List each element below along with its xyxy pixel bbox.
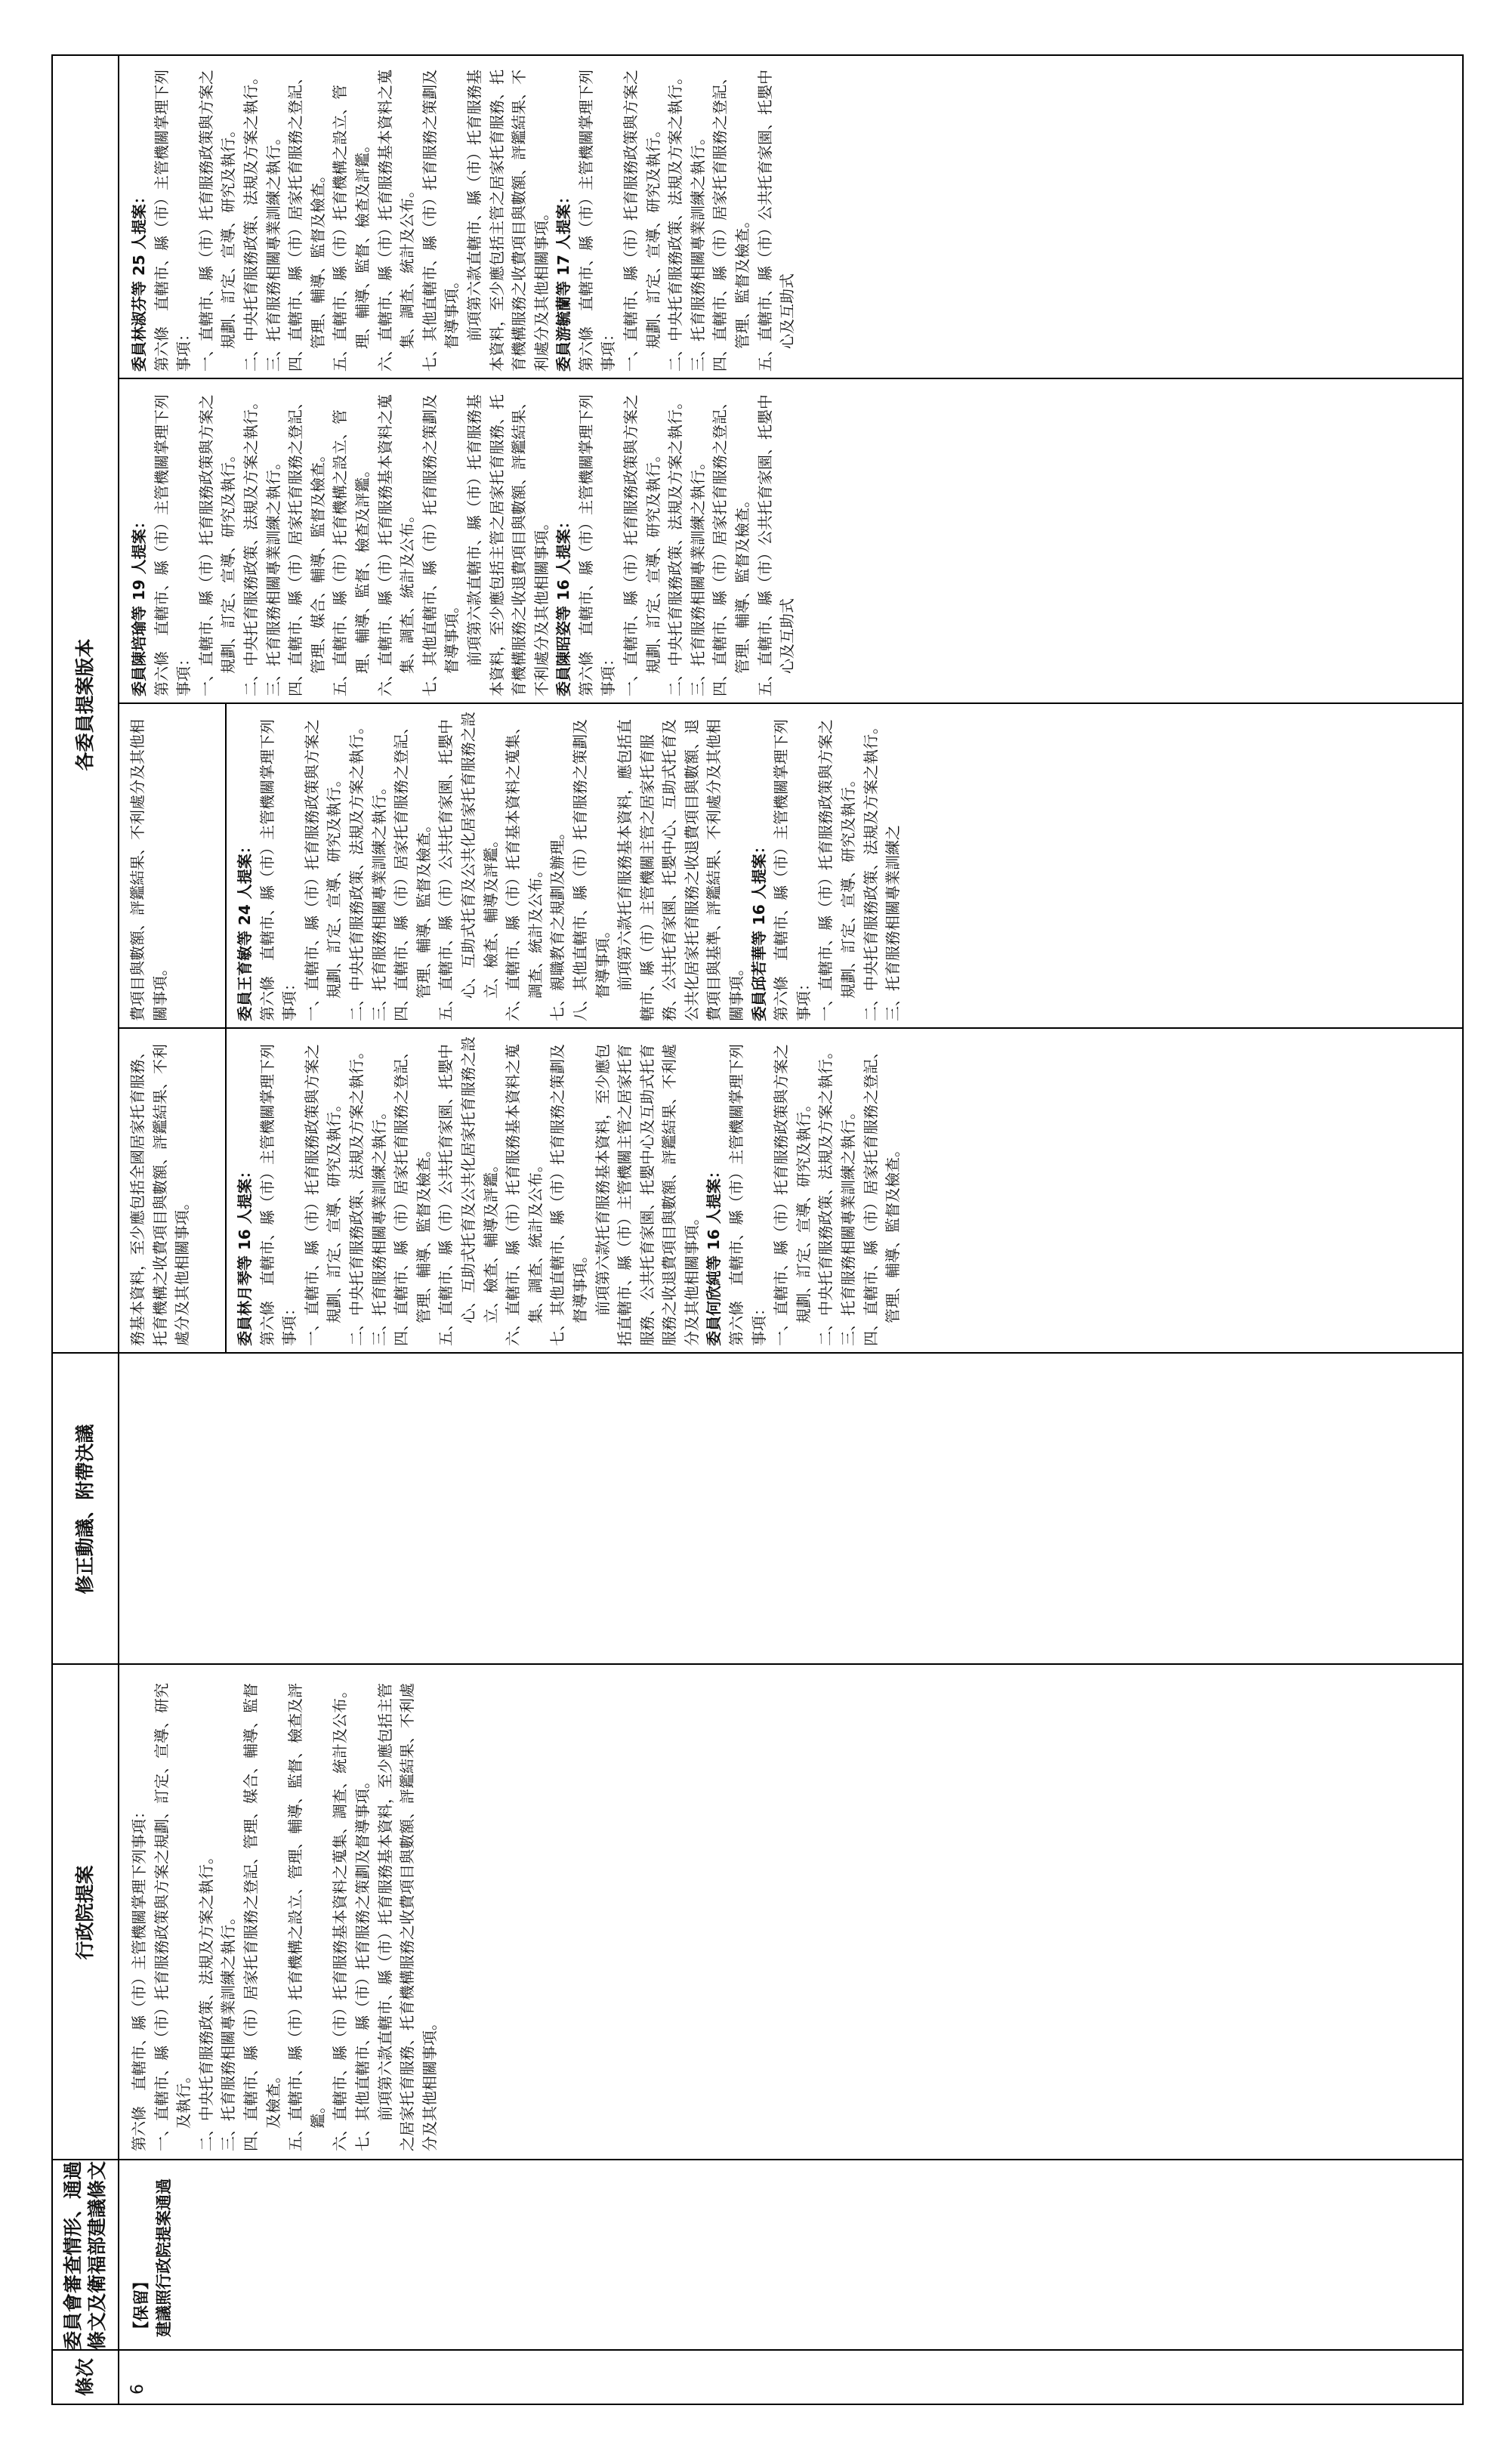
member-proposal-title: 委員陳昭姿等 16 人提案： [554, 514, 573, 696]
member-proposal-paragraph: 三、托育服務相關專業訓練之執行。 [369, 1104, 388, 1346]
comparison-table [51, 54, 1464, 2405]
member-proposal-paragraph: 第六條 直轄市、縣（市）主管機關掌理下列事項： [772, 719, 813, 1021]
member-proposal-paragraph: 五、直轄市、縣（市）公共托育家園、托嬰中心及互助式 [755, 69, 797, 372]
member-proposal-paragraph: 第六條 直轄市、縣（市）主管機關掌理下列事項： [152, 394, 193, 696]
member-proposal-title: 委員何欣純等 16 人提案： [705, 1163, 724, 1346]
member-proposal-paragraph: 三、托育服務相關專業訓練之執行。 [264, 455, 282, 696]
header-amendment: 修正動議、附帶決議 [53, 1354, 119, 1665]
member-proposal-title: 委員林淑芬等 25 人提案： [130, 189, 148, 372]
member-proposal-paragraph: 一、直轄市、縣（市）托育服務政策與方案之規劃、訂定、宣導、研究及執行。 [772, 1044, 813, 1346]
member-proposal-paragraph: 三、托育服務相關專業訓練之執行。 [688, 130, 707, 372]
carryover-text-2: 費項目與數額、評鑑結果、不利處分及其他相關事項。 [128, 719, 169, 1021]
member-proposal-paragraph: 四、直轄市、縣（市）居家托育服務之登記、管理、輔導、監督及檢查。 [392, 1044, 433, 1346]
member-proposal-paragraph: 一、直轄市、縣（市）托育服務政策與方案之規劃、訂定、宣導、研究及執行。 [196, 69, 238, 372]
member-proposal-paragraph: 七、親職教育之規劃及辦理。 [548, 825, 567, 1021]
status-tag: 【保留】 [132, 2274, 150, 2337]
header-committee: 委員會審查情形、通過條文及衛福部建議條文 [53, 2160, 119, 2351]
member-proposal-paragraph: 第六條 直轄市、縣（市）主管機關掌理下列事項： [727, 1044, 768, 1346]
member-column-1 [231, 1030, 908, 1351]
member-proposal-title: 委員陳培瑜等 19 人提案： [130, 514, 148, 696]
executive-paragraph: 五、直轄市、縣（市）托育機構之設立、管理、輔導、監督、檢查及評鑑。 [286, 1683, 327, 2151]
member-proposal-paragraph: 五、直轄市、縣（市）托育機構之設立、管理、輔導、監督、檢查及評鑑。 [331, 409, 372, 696]
member-proposal-paragraph: 前項第六款直轄市、縣（市）托育服務基本資料，至少應包括主管之居家托育服務、托育機構服務之收退費項目與數額、評鑑結果、不利處分及其他相關事項。 [464, 394, 551, 696]
member-proposal-paragraph: 二、中央托育服務政策、法規及方案之執行。 [816, 1044, 835, 1346]
executive-paragraph: 一、直轄市、縣（市）托育服務政策與方案之規劃、訂定、宣導、研究及執行。 [152, 1683, 193, 2151]
header-members: 各委員提案版本 [53, 56, 119, 1354]
member-proposal-paragraph: 五、直轄市、縣（市）公共托育家園、托嬰中心及互助式 [755, 394, 797, 696]
member-proposal-paragraph: 第六條 直轄市、縣（市）主管機關掌理下列事項： [152, 69, 193, 372]
member-proposal-paragraph: 四、直轄市、縣（市）居家托育服務之登記、管理、輔導、監督及檢查。 [392, 719, 433, 1021]
member-proposal-paragraph: 四、直轄市、縣（市）居家托育服務之登記、管理、輔導、監督及檢查。 [711, 394, 752, 696]
committee-status [127, 2162, 178, 2343]
member-proposal-paragraph: 二、中央托育服務政策、法規及方案之執行。 [241, 69, 260, 372]
member-proposal-title: 委員邱若華等 16 人提案： [749, 838, 768, 1021]
member-proposal-paragraph: 六、直轄市、縣（市）托育服務基本資料之蒐集、調查、統計及公布。 [375, 69, 417, 372]
member-proposal-title: 委員游毓蘭等 17 人提案： [554, 189, 573, 372]
member-proposal-paragraph: 一、直轄市、縣（市）托育服務政策與方案之規劃、訂定、宣導、研究及執行。 [622, 394, 662, 696]
member-proposal-paragraph: 第六條 直轄市、縣（市）主管機關掌理下列事項： [258, 1044, 299, 1346]
status-detail: 建議照行政院提案通過 [155, 2178, 173, 2337]
member-proposal-paragraph: 三、托育服務相關專業訓練之執行。 [369, 780, 388, 1021]
member-proposal-paragraph: 七、其他直轄市、縣（市）托育服務之策劃及督導事項。 [548, 1044, 589, 1346]
member-proposal-paragraph: 第六條 直轄市、縣（市）主管機關掌理下列事項： [576, 69, 618, 372]
member-proposal-paragraph: 四、直轄市、縣（市）居家托育服務之登記、管理、輔導、監督及檢查。 [286, 69, 327, 372]
member-proposal-paragraph: 四、直轄市、縣（市）居家托育服務之登記、管理、監督及檢查。 [711, 69, 752, 372]
member-proposal-paragraph: 五、直轄市、縣（市）托育機構之設立、管理、輔導、監督、檢查及評鑑。 [331, 85, 372, 372]
member-proposal-paragraph: 六、直轄市、縣（市）托育基本資料之蒐集、調查、統計及公布。 [504, 719, 545, 1021]
executive-paragraph: 第六條 直轄市、縣（市）主管機關掌理下列事項： [130, 1804, 148, 2151]
member-proposal-paragraph: 六、直轄市、縣（市）托育服務基本資料之蒐集、調查、統計及公布。 [375, 394, 417, 696]
article-number: 6 [128, 2384, 147, 2395]
member-proposal-paragraph: 前項第六款托育服務基本資料，應包括直轄市、縣（市）主管機關主管之居家托育服務、公共托育家園、托嬰中心、互助式托育及公共化居家托育服務之收退費項目與數額、退費項目與基準、評鑑結果、不利處分及其他相關事項。 [616, 719, 746, 1021]
member-proposal-paragraph: 二、中央托育服務政策、法規及方案之執行。 [861, 719, 880, 1021]
member-proposal-paragraph: 一、直轄市、縣（市）托育服務政策與方案之規劃、訂定、宣導、研究及執行。 [816, 719, 858, 1021]
member-proposal-paragraph: 三、托育服務相關專業訓練之執行。 [839, 1104, 858, 1346]
executive-paragraph: 六、直轄市、縣（市）托育服務基本資料之蒐集、調查、統計及公布。 [331, 1683, 350, 2151]
member-proposal-paragraph: 五、直轄市、縣（市）公共托育家園、托嬰中心、互助式托育及公共化居家托育服務之設立、檢查、輔導及評鑑。 [437, 712, 500, 1021]
executive-proposal [125, 1668, 444, 2156]
member-proposal-paragraph: 二、中央托育服務政策、法規及方案之執行。 [347, 719, 366, 1021]
member-proposal-paragraph: 一、直轄市、縣（市）托育服務政策與方案之規劃、訂定、宣導、研究及執行。 [196, 394, 238, 696]
member-proposal-paragraph: 二、中央托育服務政策、法規及方案之執行。 [347, 1044, 366, 1346]
member-proposal-paragraph: 一、直轄市、縣（市）托育服務政策與方案之規劃、訂定、宣導、研究及執行。 [302, 719, 344, 1021]
carryover-text-1: 務基本資料，至少應包括全國居家托育服務、托育機構之收費項目與數額、評鑑結果、不利處分及其他相關事項。 [128, 1044, 192, 1346]
member-proposal-paragraph: 二、中央托育服務政策、法規及方案之執行。 [241, 394, 260, 696]
header-article: 條次 [53, 2351, 119, 2404]
member-proposal-paragraph: 五、直轄市、縣（市）公共托育家園、托嬰中心、互助式托育及公共化居家托育服務之設立、檢查、輔導及評鑑。 [437, 1036, 500, 1346]
member-proposal-title: 委員王育敏等 24 人提案： [236, 838, 254, 1021]
member-proposal-paragraph: 六、直轄市、縣（市）托育服務基本資料之蒐集、調查、統計及公布。 [504, 1044, 545, 1346]
member-proposal-paragraph: 二、中央托育服務政策、法規及方案之執行。 [666, 69, 685, 372]
member-proposal-title: 委員林月琴等 16 人提案： [236, 1163, 254, 1346]
member-proposal-paragraph: 四、直轄市、縣（市）居家托育服務之登記、管理、輔導、監督及檢查。 [861, 1044, 903, 1346]
member-proposal-paragraph: 二、中央托育服務政策、法規及方案之執行。 [666, 394, 685, 696]
member-column-4 [125, 56, 802, 376]
member-proposal-paragraph: 七、其他直轄市、縣（市）托育服務之策劃及督導事項。 [420, 394, 461, 696]
member-proposal-paragraph: 三、托育服務相關專業訓練之 [884, 825, 903, 1021]
member-proposal-paragraph: 第六條 直轄市、縣（市）主管機關掌理下列事項： [576, 394, 618, 696]
member-proposal-paragraph: 三、托育服務相關專業訓練之執行。 [264, 130, 282, 372]
member-proposal-paragraph: 八、其他直轄市、縣（市）托育服務之策劃及督導事項。 [570, 719, 612, 1021]
member-proposal-paragraph: 三、托育服務相關專業訓練之執行。 [688, 455, 707, 696]
executive-paragraph: 三、托育服務相關專業訓練之執行。 [219, 1910, 238, 2151]
member-proposal-paragraph: 一、直轄市、縣（市）托育服務政策與方案之規劃、訂定、宣導、研究及執行。 [302, 1044, 344, 1346]
member-proposal-paragraph: 四、直轄市、縣（市）居家托育服務之登記、管理、媒合、輔導、監督及檢查。 [286, 394, 327, 696]
member-column-3 [125, 381, 802, 701]
member-proposal-paragraph: 前項第六款托育服務基本資料，至少應包括直轄市、縣（市）主管機關主管之居家托育服務、公共托育家園、托嬰中心及互助式托育服務之收退費項目與數額、評鑑結果、不利處分及其他相關事項。 [593, 1044, 701, 1346]
member-proposal-paragraph: 前項第六款直轄市、縣（市）托育服務基本資料，至少應包括主管之居家托育服務、托育機構服務之收費項目與數額、評鑑結果、不利處分及其他相關事項。 [464, 69, 551, 372]
executive-paragraph: 七、其他直轄市、縣（市）托育服務之策劃及督導事項。 [353, 1774, 372, 2151]
member-proposal-paragraph: 一、直轄市、縣（市）托育服務政策與方案之規劃、訂定、宣導、研究及執行。 [622, 69, 662, 372]
executive-paragraph: 二、中央托育服務政策、法規及方案之執行。 [196, 1849, 215, 2151]
executive-paragraph: 前項第六款直轄市、縣（市）托育服務基本資料，至少應包括主管之居家托育服務、托育機構服務之收費項目與數額、評鑑結果、不利處分及其他相關事項。 [375, 1683, 439, 2151]
member-proposal-paragraph: 第六條 直轄市、縣（市）主管機關掌理下列事項： [258, 719, 299, 1021]
header-executive: 行政院提案 [53, 1665, 119, 2160]
executive-paragraph: 四、直轄市、縣（市）居家托育服務之登記、管理、媒合、輔導、監督及檢查。 [241, 1683, 282, 2151]
member-column-2 [231, 706, 908, 1026]
member-proposal-paragraph: 七、其他直轄市、縣（市）托育服務之策劃及督導事項。 [420, 69, 461, 372]
